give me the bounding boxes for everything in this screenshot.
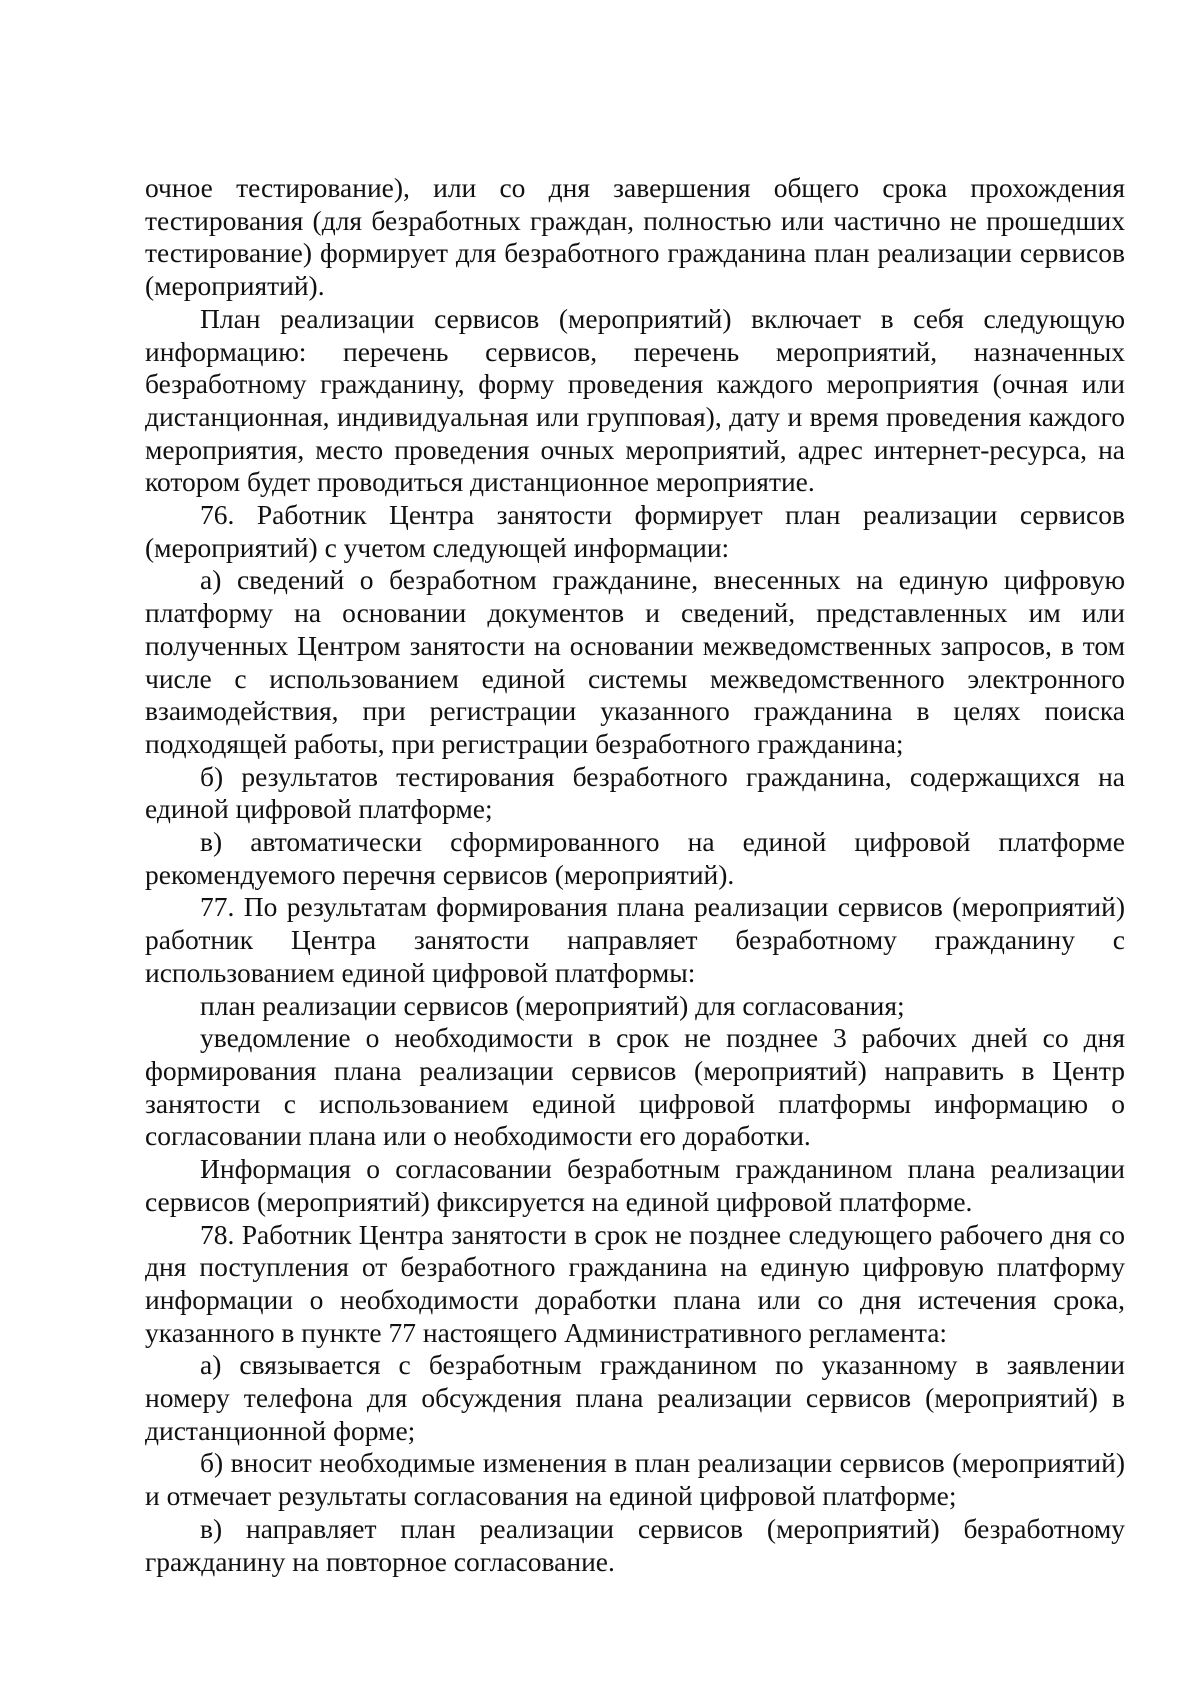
paragraph-item-76: 76. Работник Центра занятости формирует план реализации сервисов (мероприятий) с учетом следующей информации: — [145, 499, 1125, 563]
paragraph-item-78-a: а) связывается с безработным гражданином по указанному в заявлении номеру телефона для обсуждения плана реализации сервисов (мероприятий) в дистанционной форме; — [145, 1349, 1125, 1446]
paragraph-item-78-b: б) вносит необходимые изменения в план реализации сервисов (мероприятий) и отмечает результаты согласования на единой цифровой платформе; — [145, 1447, 1125, 1512]
paragraph-item-76-a: а) сведений о безработном гражданине, внесенных на единую цифровую платформу на основании документов и сведений, представленных им или полученных Центром занятости на основании межведомственных запросов, в том числе с использованием единой системы межведомственного электронного взаимодействия, при регистрации указанного гражданина в целях поиска подходящей работы, при регистрации безработного гражданина; — [145, 564, 1125, 759]
paragraph-item-77: 77. По результатам формирования плана реализации сервисов (мероприятий) работник Центра занятости направляет безработному гражданину с использованием единой цифровой платформы: — [145, 891, 1125, 988]
paragraph-continuation: очное тестирование), или со дня завершения общего срока прохождения тестирования (для безработных граждан, полностью или частично не прошедших тестирование) формирует для безработного гражданина план реализации сервисов (мероприятий). — [145, 172, 1125, 302]
paragraph-item-77-plan: план реализации сервисов (мероприятий) для согласования; — [200, 989, 905, 1021]
paragraph-item-76-b: б) результатов тестирования безработного гражданина, содержащихся на единой цифровой платформе; — [145, 760, 1125, 825]
paragraph-item-77-notice: уведомление о необходимости в срок не позднее 3 рабочих дней со дня формирования плана реализации сервисов (мероприятий) направить в Центр занятости с использованием единой цифровой платформы информацию о согласовании плана или о необходимости его доработки. — [145, 1022, 1125, 1152]
paragraph-agreement-info: Информация о согласовании безработным гражданином плана реализации сервисов (мероприятий) фиксируется на единой цифровой платформе. — [145, 1153, 1125, 1217]
paragraph-plan-contents: План реализации сервисов (мероприятий) включает в себя следующую информацию: перечень сервисов, перечень мероприятий, назначенных безработному гражданину, форму проведения каждого мероприятия (очная или дистанционная, индивидуальная или групповая), дату и время проведения каждого мероприятия, место проведения очных мероприятий, адрес интернет-ресурса, на котором будет проводиться дистанционное мероприятие. — [145, 302, 1125, 498]
paragraph-item-78-v: в) направляет план реализации сервисов (мероприятий) безработному гражданину на повторное согласование. — [145, 1512, 1125, 1577]
paragraph-item-78: 78. Работник Центра занятости в срок не позднее следующего рабочего дня со дня поступления от безработного гражданина на единую цифровую платформу информации о необходимости доработки плана или со дня истечения срока, указанного в пункте 77 настоящего Административного регламента: — [145, 1218, 1125, 1348]
paragraph-item-76-v: в) автоматически сформированного на единой цифровой платформе рекомендуемого перечня сервисов (мероприятий). — [145, 826, 1125, 890]
document-page — [145, 172, 1125, 1578]
